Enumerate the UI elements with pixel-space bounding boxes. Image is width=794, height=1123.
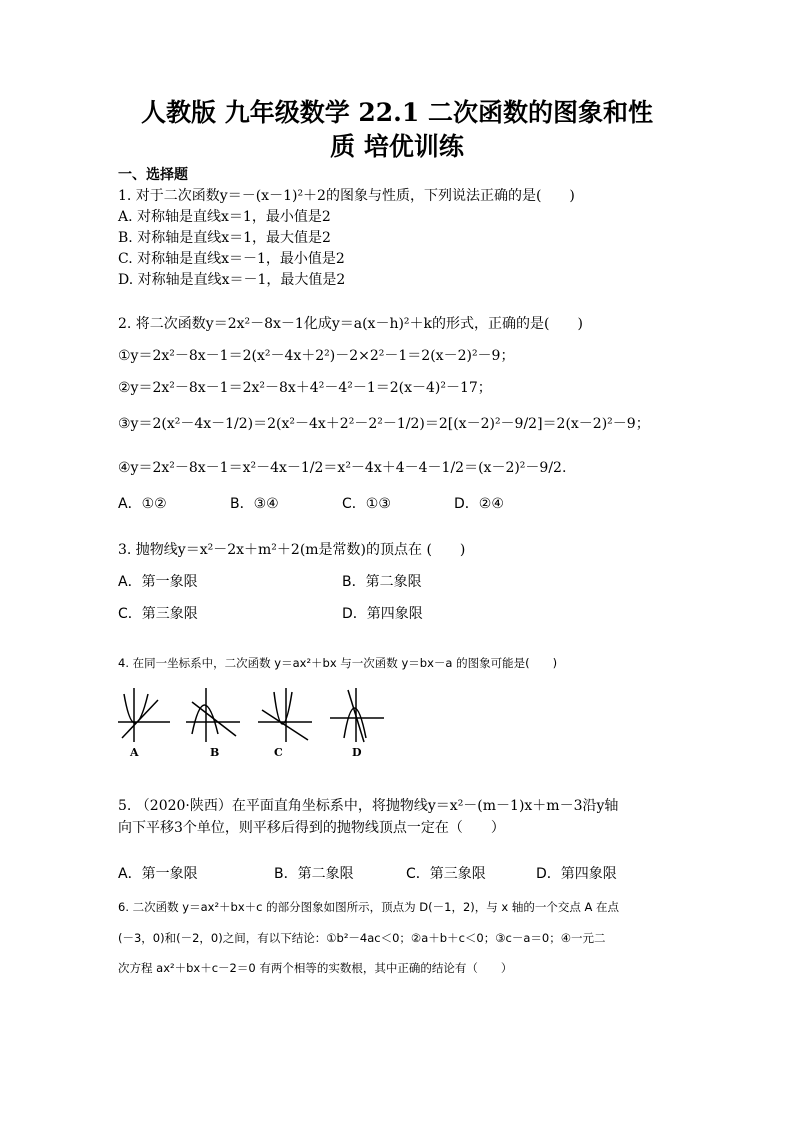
section-heading: 一、选择题 <box>118 167 188 183</box>
q4-graph-d <box>330 686 386 744</box>
q1-stem: 1. 对于二次函数y＝－(x－1)²＋2的图象与性质，下列说法正确的是( ) <box>118 188 575 204</box>
q4-graph-d-label: D <box>352 746 362 759</box>
q2-option-b: B．③④ <box>230 496 279 512</box>
q4-graph-c-label: C <box>274 746 283 759</box>
q5-option-b: B．第二象限 <box>274 866 354 882</box>
q3-option-b: B．第二象限 <box>342 574 422 590</box>
q2-option-c: C．①③ <box>342 496 391 512</box>
page-title-line-2: 质 培优训练 <box>330 132 464 161</box>
q2-option-a: A．①② <box>118 496 167 512</box>
q2-step-2: ②y＝2x²－8x－1＝2x²－8x＋4²－4²－1＝2(x－4)²－17； <box>118 380 492 396</box>
q1-option-b: B. 对称轴是直线x＝1，最大值是2 <box>118 230 331 246</box>
q5-option-c: C．第三象限 <box>406 866 486 882</box>
q2-option-d: D．②④ <box>454 496 504 512</box>
q3-stem: 3. 抛物线y＝x²－2x＋m²＋2(m是常数)的顶点在 ( ) <box>118 542 466 558</box>
q4-graph-a <box>118 686 174 744</box>
q4-stem: 4. 在同一坐标系中，二次函数 y＝ax²＋bx 与一次函数 y＝bx－a 的图象可能是( ) <box>118 656 558 670</box>
q5-option-a: A．第一象限 <box>118 866 198 882</box>
q2-stem: 2. 将二次函数y＝2x²－8x－1化成y＝a(x－h)²＋k的形式，正确的是( ) <box>118 316 583 332</box>
q4-graph-a-label: A <box>130 746 139 759</box>
q2-step-4: ④y＝2x²－8x－1＝x²－4x－1/2＝x²－4x＋4－4－1/2＝(x－2)²－9/2. <box>118 460 567 476</box>
q4-graph-c <box>258 686 314 744</box>
q3-option-a: A．第一象限 <box>118 574 198 590</box>
q5-option-d: D．第四象限 <box>536 866 617 882</box>
q1-option-d: D. 对称轴是直线x＝－1，最大值是2 <box>118 272 346 288</box>
q1-option-c: C. 对称轴是直线x＝－1，最小值是2 <box>118 251 345 267</box>
q1-option-a: A. 对称轴是直线x＝1，最小值是2 <box>118 209 331 225</box>
q5-stem-line-1: 5. （2020·陕西）在平面直角坐标系中，将抛物线y＝x²－(m－1)x＋m－3沿y轴 <box>118 798 619 814</box>
q5-stem-line-2: 向下平移3个单位，则平移后得到的抛物线顶点一定在（ ） <box>118 820 505 836</box>
q4-graph-b <box>186 686 242 744</box>
q3-option-c: C．第三象限 <box>118 606 198 622</box>
q6-line-1: 6. 二次函数 y＝ax²＋bx＋c 的部分图象如图所示，顶点为 D(－1，2)，与 x 轴的一个交点 A 在点 <box>118 900 620 914</box>
q2-step-1: ①y＝2x²－8x－1＝2(x²－4x＋2²)－2×2²－1＝2(x－2)²－9； <box>118 348 515 364</box>
q4-graph-b-label: B <box>210 746 220 759</box>
q2-step-3: ③y＝2(x²－4x－1/2)＝2(x²－4x＋2²－2²－1/2)＝2[(x－2)²－9/2]＝2(x－2)²－9； <box>118 416 650 432</box>
q6-line-3: 次方程 ax²＋bx＋c－2＝0 有两个相等的实数根，其中正确的结论有（ ） <box>118 961 513 975</box>
q6-line-2: (－3，0)和(－2，0)之间，有以下结论：①b²－4ac＜0；②a＋b＋c＜0；③c－a＝0；④一元二 <box>118 931 606 945</box>
page-title-line-1: 人教版 九年级数学 22.1 二次函数的图象和性 <box>140 98 653 127</box>
q3-option-d: D．第四象限 <box>342 606 423 622</box>
